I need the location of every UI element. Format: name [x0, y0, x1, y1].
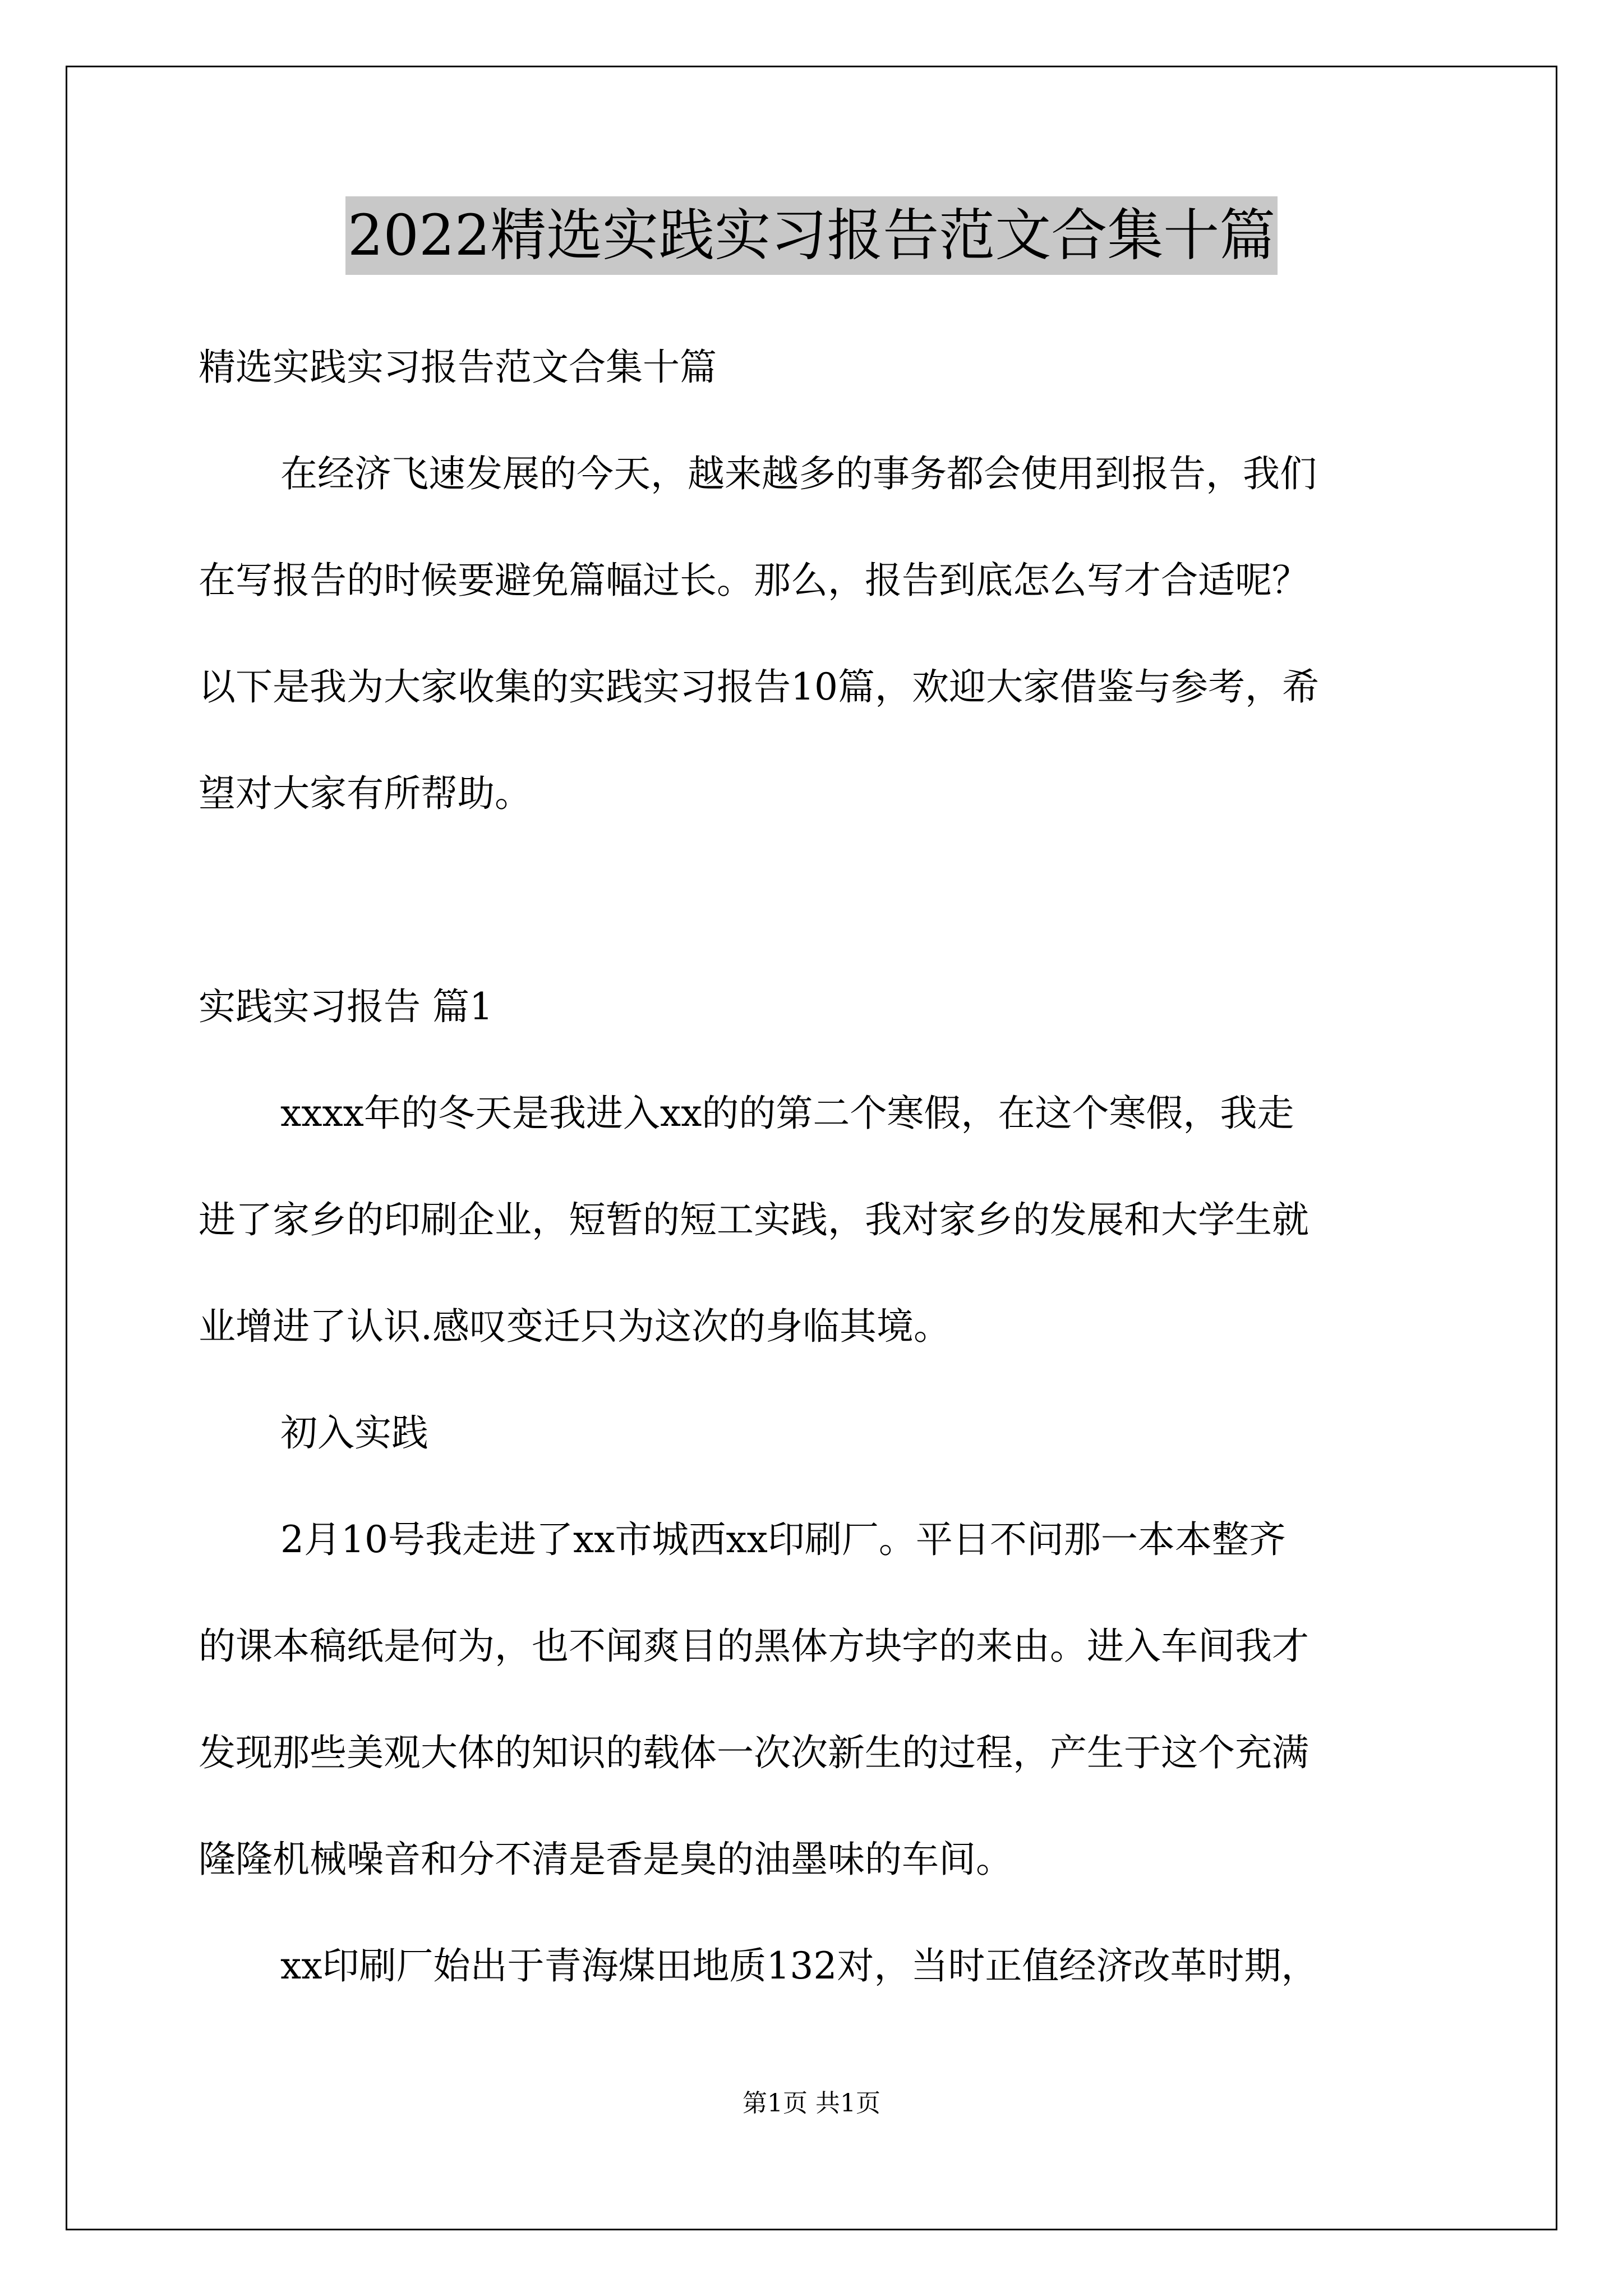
paragraph-line: 业增进了认识.感叹变迁只为这次的身临其境。 — [199, 1305, 951, 1348]
document-title: 2022精选实践实习报告范文合集十篇 — [345, 196, 1278, 275]
intro-line: 在经济飞速发展的今天，越来越多的事务都会使用到报告，我们 — [280, 452, 1317, 495]
spacer — [199, 847, 1432, 954]
paragraph-line: xxxx年的冬天是我进入xx的的第二个寒假，在这个寒假，我走 — [280, 1092, 1294, 1135]
subheading: 初入实践 — [280, 1411, 428, 1455]
paragraph-line: 发现那些美观大体的知识的载体一次次新生的过程，产生于这个充满 — [199, 1731, 1309, 1774]
title-container — [0, 196, 1623, 275]
section-heading: 实践实习报告 篇1 — [199, 985, 493, 1028]
document-body — [199, 314, 1432, 2019]
page-footer: 第1页 共1页 — [743, 2089, 880, 2118]
paragraph-line: xx印刷厂始出于青海煤田地质132对，当时正值经济改革时期， — [280, 1944, 1318, 1987]
paragraph-line: 2月10号我走进了xx市城西xx印刷厂。平日不问那一本本整齐 — [280, 1518, 1286, 1561]
paragraph-line: 隆隆机械噪音和分不清是香是臭的油墨味的车间。 — [199, 1838, 1013, 1881]
paragraph-line: 进了家乡的印刷企业，短暂的短工实践，我对家乡的发展和大学生就 — [199, 1198, 1309, 1241]
intro-line: 望对大家有所帮助。 — [199, 772, 532, 815]
document-subtitle: 精选实践实习报告范文合集十篇 — [199, 346, 717, 389]
paragraph-line: 的课本稿纸是何为，也不闻爽目的黑体方块字的来由。进入车间我才 — [199, 1625, 1309, 1668]
intro-line: 在写报告的时候要避免篇幅过长。那么，报告到底怎么写才合适呢？ — [199, 559, 1309, 602]
intro-line: 以下是我为大家收集的实践实习报告10篇，欢迎大家借鉴与参考，希 — [199, 665, 1319, 708]
